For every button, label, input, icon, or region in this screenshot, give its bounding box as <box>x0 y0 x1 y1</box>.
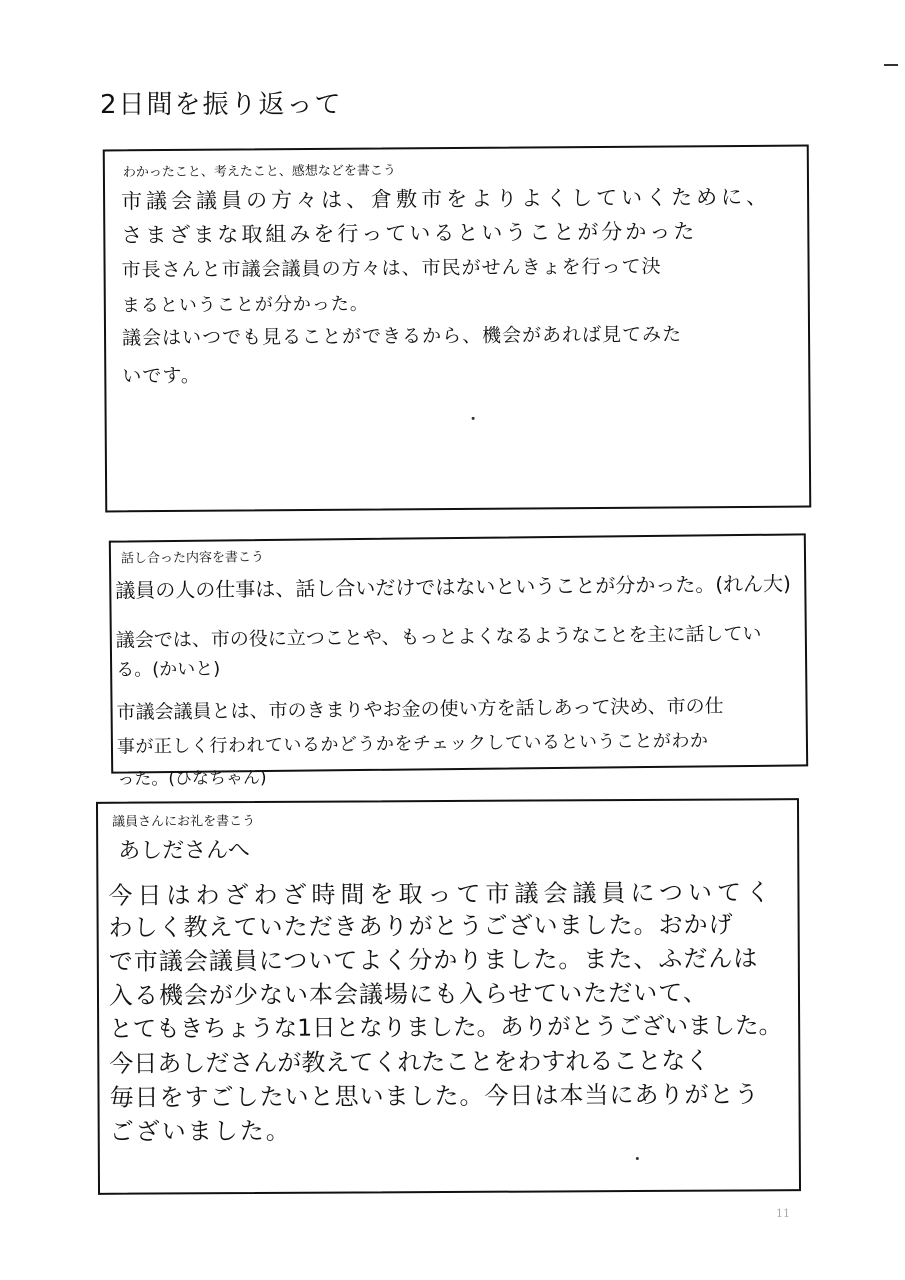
discussion-box <box>109 533 808 790</box>
thanks-greeting: あしださんへ <box>118 838 250 864</box>
reflection-line: さまざまな取組みを行っているということが分かった <box>121 219 698 248</box>
page-title: 2日間を振り返って <box>100 90 343 120</box>
stray-dot <box>472 417 475 420</box>
reflection-line: まるということが分かった。 <box>121 293 369 317</box>
corner-mark <box>884 64 898 66</box>
reflection-prompt: わかったこと、考えたこと、感想などを書こう <box>122 163 396 181</box>
reflection-line: 議会はいつでも見ることができるから、機会があれば見てみた <box>121 323 683 350</box>
reflection-box <box>103 145 812 513</box>
thanks-line: 今日はわざわざ時間を取って市議会議員についてく <box>108 878 776 910</box>
thanks-box <box>96 798 801 1195</box>
thanks-line: ございました。 <box>109 1116 292 1146</box>
thanks-line: 毎日をすごしたいと思いました。今日は本当にありがとう <box>109 1080 760 1112</box>
page-number: 11 <box>776 1207 790 1220</box>
thanks-prompt: 議員さんにお礼を書こう <box>112 814 256 830</box>
discussion-line: 市議会議員とは、市のきまりやお金の使い方を話しあって決め、市の仕 <box>116 695 724 724</box>
thanks-line: とてもきちょうな1日となりました。ありがとうございました。 <box>109 1011 783 1043</box>
discussion-line: った。(ひなちゃん) <box>117 768 267 790</box>
reflection-line: 市長さんと市議会議員の方々は、市民がせんきょを行って決 <box>121 255 662 282</box>
reflection-line: いです。 <box>122 364 201 388</box>
thanks-line: わしく教えていただきありがとうございました。おかげ <box>108 910 734 942</box>
thanks-line: 今日あしださんが教えてくれたことをわすれることなく <box>109 1046 710 1078</box>
thanks-line: で市議会議員についてよく分かりました。また、ふだんは <box>108 944 759 976</box>
discussion-line: 事が正しく行われているかどうかをチェックしているということがわか <box>116 730 709 758</box>
discussion-line: る。(かいと) <box>116 658 221 681</box>
discussion-line: 議員の人の仕事は、話し合いだけではないということが分かった。(れん大) <box>115 571 792 603</box>
stray-dot <box>636 1157 639 1160</box>
discussion-line: 議会では、市の役に立つことや、もっとよくなるようなことを主に話してい <box>115 622 762 652</box>
thanks-line: 入る機会が少ない本会議場にも入らせていただいて、 <box>108 978 708 1010</box>
reflection-line: 市議会議員の方々は、倉敷市をよりよくしていくために、 <box>121 184 772 214</box>
discussion-prompt: 話し合った内容を書こう <box>120 550 265 567</box>
